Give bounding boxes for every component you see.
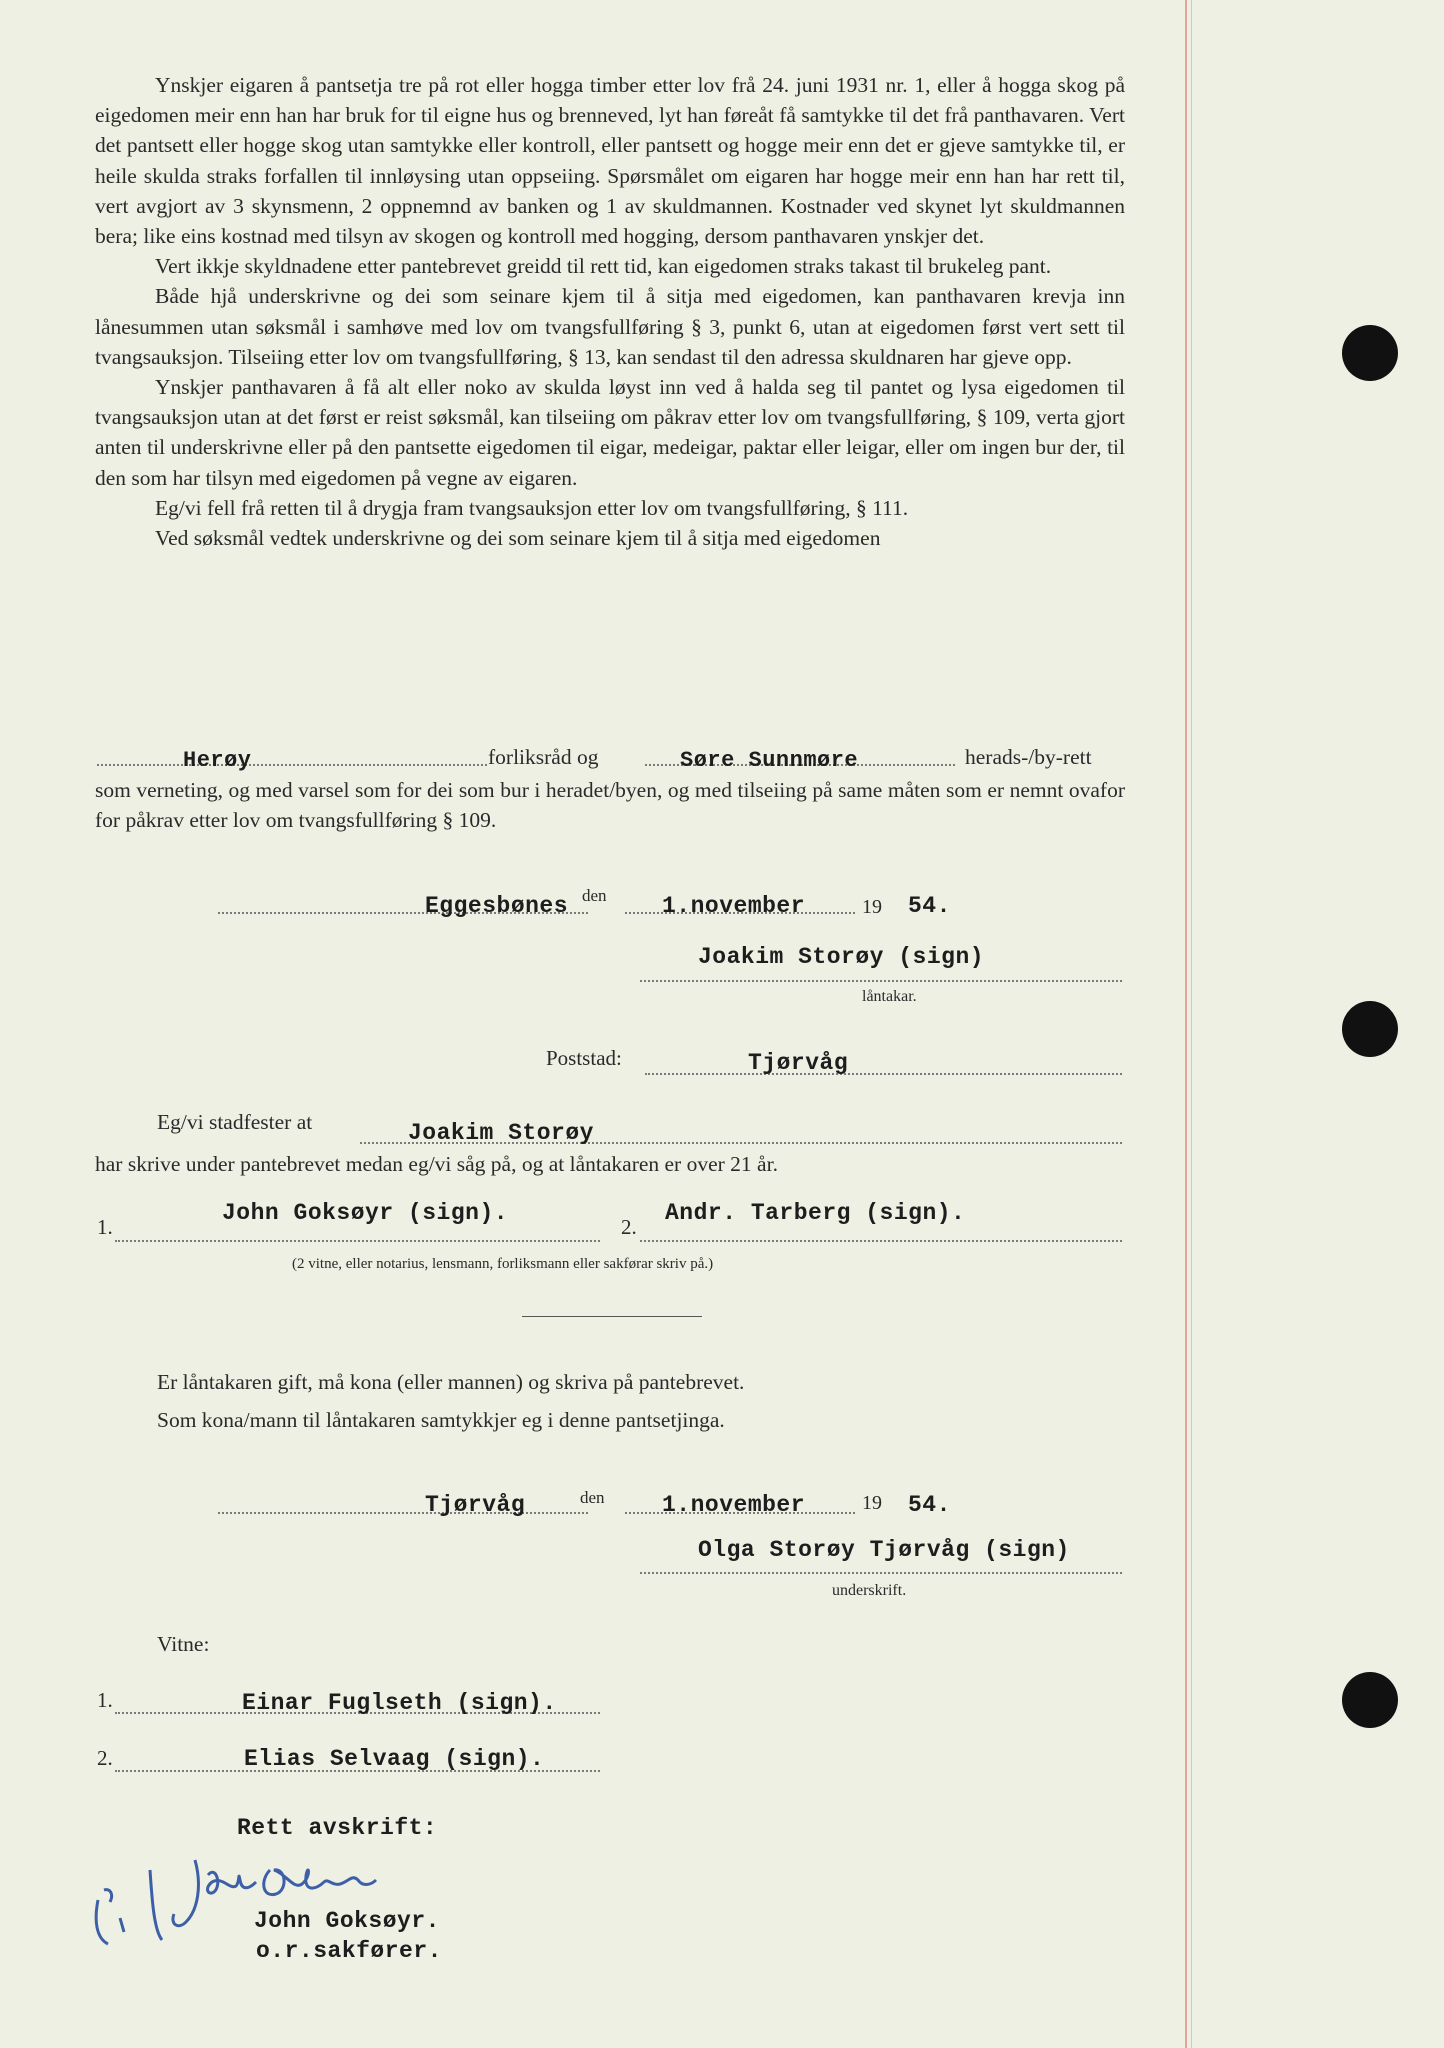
attest-name: Joakim Storøy bbox=[408, 1120, 594, 1146]
paragraph-default: Vert ikkje skyldnadene etter pantebrevet greidd til rett tid, kan eigedomen straks takast til brukeleg pant. bbox=[155, 254, 1052, 279]
paragraph-venue: Ved søksmål vedtek underskrivne og dei som seinare kjem til å sitja med eigedomen bbox=[155, 526, 881, 551]
venue-continuation bbox=[95, 775, 1125, 835]
witnesses-label: Vitne: bbox=[157, 1632, 210, 1656]
paragraph-waiver: Eg/vi fell frå retten til å drygja fram tvangsauksjon etter lov om tvangsfullføring, § 111. bbox=[155, 495, 909, 520]
rett-value: Søre Sunnmøre bbox=[680, 748, 859, 773]
signature-line bbox=[640, 980, 1122, 982]
paragraph-auction: Ynskjer panthavaren å få alt eller noko av skulda løyst inn ved å halda seg til pantet og lysa eigedomen til tvangsauksjon utan at det først er reist søksmål, kan tilseiing om påkrav etter lov om tvangsfullføring, § 109, verta gjort anten til underskrivne eller på den pantsette eigedomen til eigar, medeigar, paktar eller leigar, eller om ingen bur der, til den som har tilsyn med eigedomen på vegne av eigaren. bbox=[95, 375, 1125, 490]
poststad-value: Tjørvåg bbox=[748, 1050, 849, 1076]
paragraph-enforcement: Både hjå underskrivne og dei som seinare kjem til å sitja med eigedomen, kan panthavaren krevja inn lånesummen utan søksmål i samhøve med lov om tvangsfullføring § 3, punkt 6, utan at eigedomen først vert sett til tvangsauksjon. Tilseiing etter lov om tvangsfullføring, § 13, kan sendast til den adressa skuldnaren har gjeve opp. bbox=[95, 284, 1125, 369]
forliksraad-label: forliksråd og bbox=[488, 745, 599, 769]
dotted-line bbox=[218, 1512, 588, 1514]
witness-number: 1. bbox=[97, 1215, 113, 1239]
witness-number: 1. bbox=[97, 1688, 113, 1712]
spouse-place: Tjørvåg bbox=[425, 1492, 526, 1518]
spouse-date: 1.november bbox=[662, 1492, 806, 1518]
borrower-signature: Joakim Storøy (sign) bbox=[698, 944, 985, 970]
paragraph-forestry: Ynskjer eigaren å pantsetja tre på rot eller hogga timber etter lov frå 24. juni 1931 nr. 1, eller å hogga skog på eigedomen meir enn han har bruk for til eigne hus og brenneved, lyt han føreåt få samtykke til det frå panthavaren. Vert det pantsett eller hogge skog utan samtykke eller kontroll, eller pantsett og hogge meir enn det er gjeve samtykke til, er heile skulda straks forfallen til innløysing utan oppseiing. Spørsmålet om eigaren har hogge meir enn han har rett til, vert avgjort av 3 skynsmenn, 2 oppnemnd av banken og 1 av skuldmannen. Kostnader ved skynet lyt skuldmannen bera; like eins kostnad med tilsyn av skogen og kontroll med hogging, dersom panthavaren ynskjer det. bbox=[95, 73, 1125, 249]
spouse-signature: Olga Storøy Tjørvåg (sign) bbox=[698, 1537, 1070, 1563]
handwritten-name: John Oddsøn bbox=[390, 1892, 396, 1893]
rett-label: herads-/by-rett bbox=[965, 745, 1092, 769]
dotted-line bbox=[115, 1240, 600, 1242]
punch-hole bbox=[1342, 325, 1398, 381]
forliksraad-value: Herøy bbox=[183, 748, 252, 773]
attest-note: (2 vitne, eller notarius, lensmann, forliksmann eller sakførar skriv på.) bbox=[292, 1256, 714, 1272]
signing-place: Eggesbønes bbox=[425, 893, 569, 919]
year-prefix: 19 bbox=[862, 896, 882, 918]
handwritten-initial: Af. bbox=[102, 1940, 104, 1941]
margin-line bbox=[1185, 0, 1187, 2048]
certification-title: Rett avskrift: bbox=[237, 1815, 438, 1841]
certifier-name: John Goksøyr. bbox=[254, 1908, 440, 1934]
dotted-line bbox=[640, 1240, 1122, 1242]
certifier-role: o.r.sakfører. bbox=[256, 1938, 442, 1964]
punch-hole bbox=[1342, 1672, 1398, 1728]
punch-hole bbox=[1342, 1001, 1398, 1057]
signature-label: underskrift. bbox=[832, 1582, 907, 1599]
signing-date: 1.november bbox=[662, 893, 806, 919]
year-suffix: 54. bbox=[908, 893, 951, 919]
venue-continuation-text: som verneting, og med varsel som for dei som bur i heradet/byen, og med tilseiing på same måten som er nemnt ovafor for påkrav etter lov om tvangsfullføring § 109. bbox=[95, 778, 1125, 833]
dotted-line bbox=[97, 764, 487, 766]
attest-witness-2: Andr. Tarberg (sign). bbox=[665, 1200, 966, 1226]
spouse-line-1: Er låntakaren gift, må kona (eller mannen) og skriva på pantebrevet. bbox=[157, 1370, 745, 1394]
divider bbox=[522, 1316, 702, 1317]
attest-witness-1: John Goksøyr (sign). bbox=[222, 1200, 509, 1226]
attest-text: har skrive under pantebrevet medan eg/vi såg på, og at låntakaren er over 21 år. bbox=[95, 1152, 778, 1176]
year-prefix: 19 bbox=[862, 1492, 882, 1514]
witness-1-name: Einar Fuglseth (sign). bbox=[242, 1690, 557, 1716]
den-label: den bbox=[582, 886, 607, 905]
attest-prefix: Eg/vi stadfester at bbox=[157, 1110, 313, 1134]
borrower-label: låntakar. bbox=[862, 988, 917, 1005]
signature-line bbox=[640, 1572, 1122, 1574]
witness-2-name: Elias Selvaag (sign). bbox=[244, 1746, 545, 1772]
poststad-label: Poststad: bbox=[546, 1046, 622, 1070]
den-label: den bbox=[580, 1488, 605, 1507]
terms-text bbox=[95, 70, 1125, 553]
year-suffix: 54. bbox=[908, 1492, 951, 1518]
spouse-line-2: Som kona/mann til låntakaren samtykkjer eg i denne pantsetjinga. bbox=[157, 1408, 725, 1432]
witness-number: 2. bbox=[621, 1215, 637, 1239]
margin-line bbox=[1191, 0, 1192, 2048]
witness-number: 2. bbox=[97, 1746, 113, 1770]
dotted-line bbox=[645, 1073, 1122, 1075]
